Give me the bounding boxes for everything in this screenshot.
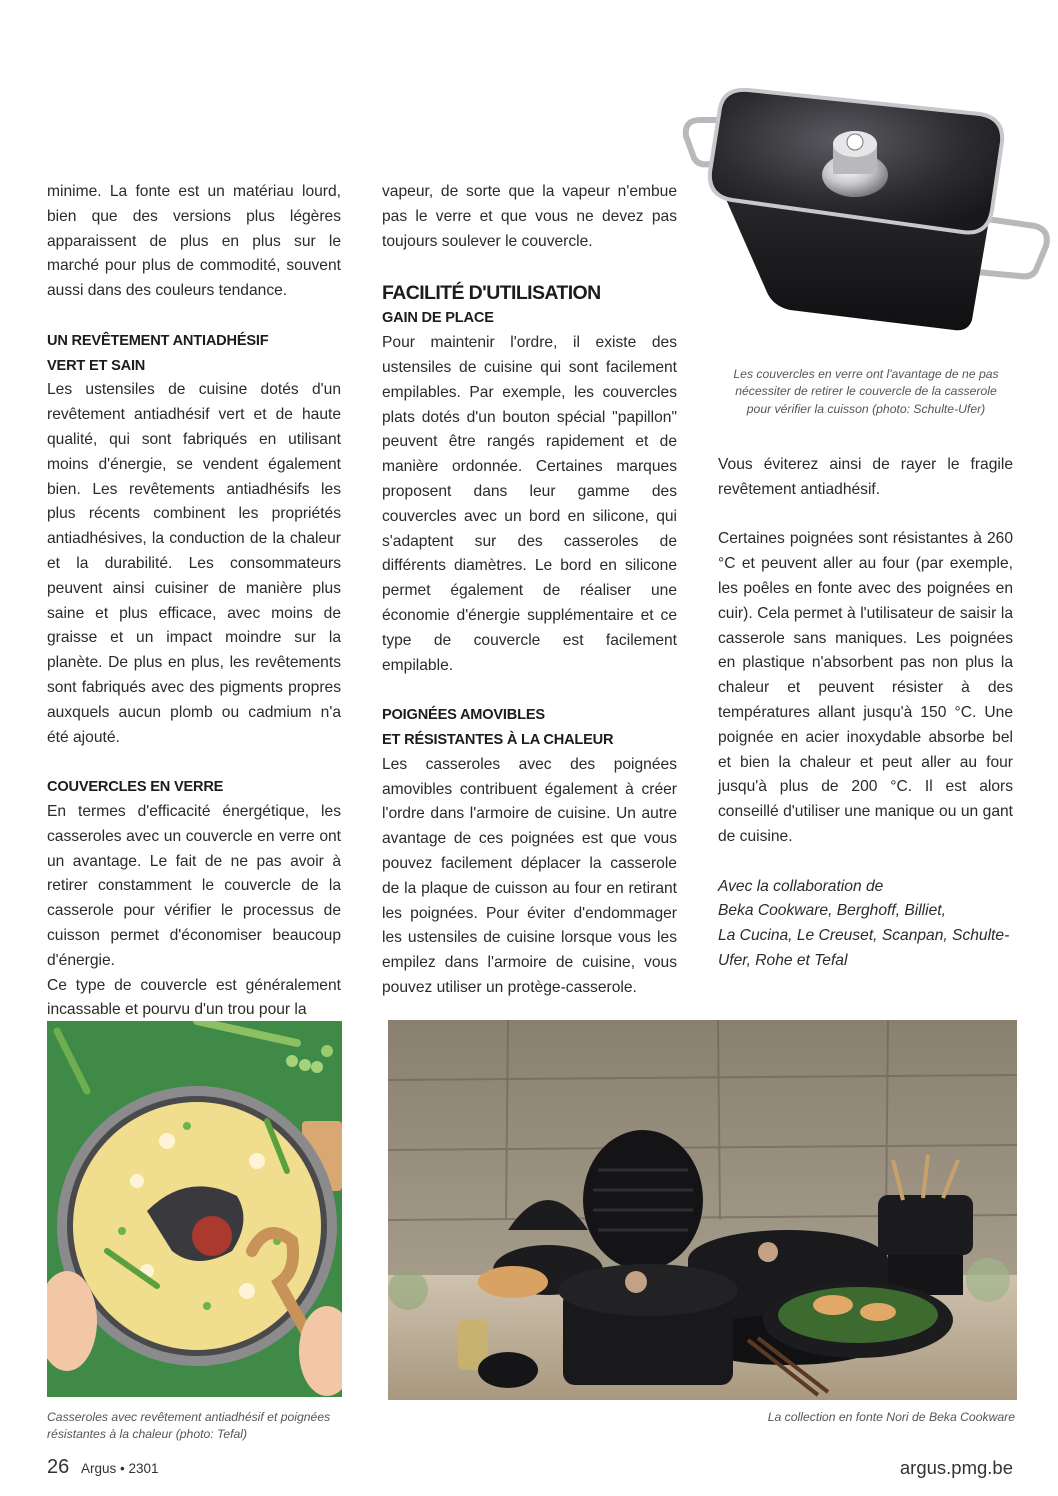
beka-cookware-photo — [388, 1020, 1017, 1400]
text-column-3 — [718, 453, 1013, 974]
caption-bottom-right: La collection en fonte Nori de Beka Cookware — [767, 1410, 1015, 1424]
credits-line: Beka Cookware, Berghoff, Billiet, — [718, 902, 946, 920]
section-heading: GAIN DE PLACE — [382, 310, 494, 327]
text-column-2 — [382, 180, 677, 1001]
section-heading: UN REVÊTEMENT ANTIADHÉSIF — [47, 332, 269, 349]
tefal-pan-photo — [47, 1021, 342, 1397]
paragraph: Les ustensiles de cuisine dotés d'un revêtement antiadhésif vert et de haute qualité, qui sont fabriqués en utilisant moins d'énergie, se vendent également bien. Les revêtements antiadhésifs les plus récents combinent les propriétés antiadhésives, la conduction de la chaleur et la durabilité. Les consommateurs peuvent ainsi cuisiner de manière plus saine et plus efficace, avec moins de graisse et un impact moindre sur la planète. De plus en plus, les revêtements sont fabriqués avec des pigments propres auxquels aucun plomb ou cadmium n'a été ajouté. — [47, 381, 341, 746]
paragraph: Pour maintenir l'ordre, il existe des ustensiles de cuisine qui sont facilement empilables. Par exemple, les couvercles plats dotés d'un bouton spécial "papillon" peuvent être rangés rapidement et de manière ordonnée. Certaines marques proposent dans leur gamme des couvercles avec un bord en silicone, qui s'adaptent sur des casseroles de différents diamètres. Le bord en silicone permet également de réaliser une économie d'énergie supplémentaire et ce type de couvercle est facilement empilable. — [382, 334, 677, 674]
credits-line: La Cucina, Le Creuset, Scanpan, Schulte- — [718, 927, 1010, 945]
paragraph: Les casseroles avec des poignées amovibles contribuent également à créer l'ordre dans l'armoire de cuisine. Un autre avantage de ces poignées est que vous pouvez facilement déplacer la casserole de la plaque de cuisson au four en retirant les poignées. Pour éviter d'endommager les ustensiles de cuisine lorsque vous les empilez dans l'armoire de cuisine, vous pouvez utiliser un protège-casserole. — [382, 755, 677, 996]
section-title: FACILITÉ D'UTILISATION — [382, 282, 601, 305]
section-heading: COUVERCLES EN VERRE — [47, 779, 224, 796]
caption-top-right: Les couvercles en verre ont l'avantage de ne pas nécessiter de retirer le couvercle de la casserole pour vérifier la cuisson (photo: Schulte-Ufer) — [733, 367, 999, 416]
section-heading: POIGNÉES AMOVIBLES — [382, 707, 545, 724]
magazine-issue: Argus • 2301 — [81, 1461, 159, 1476]
paragraph: minime. La fonte est un matériau lourd, bien que des versions plus légères apparaissent de plus en plus sur le marché pour plus de commodité, souvent aussi dans des couleurs tendance. — [47, 183, 341, 300]
paragraph: Ce type de couvercle est généralement incassable et pourvu d'un trou pour la — [47, 976, 341, 1019]
paragraph: Certaines poignées sont résistantes à 260 °C et peuvent aller au four (par exemple, les poêles en fonte avec des poignées en cuir). Cela permet à l'utilisateur de saisir la casserole sans maniques. Les poignées en plastique n'absorbent pas non plus la chaleur et peuvent résister à des températures allant jusqu'à 150 °C. Une poignée en acier inoxydable absorbe bel et bien la chaleur et peut aller au four jusqu'à plus de 200 °C. Il est alors conseillé d'utiliser une manique ou un gant de cuisine. — [718, 530, 1013, 845]
paragraph: vapeur, de sorte que la vapeur n'embue pas le verre et que vous ne devez pas toujours soulever le couvercle. — [382, 183, 677, 250]
credits-intro: Avec la collaboration de — [718, 877, 884, 895]
caption-bottom-left: Casseroles avec revêtement antiadhésif et poignées résistantes à la chaleur (photo: Tefal) — [47, 1410, 331, 1442]
text-column-1 — [47, 180, 341, 1023]
page-number: 26 — [47, 1456, 70, 1478]
glass-lid-pan-photo — [680, 80, 1055, 360]
paragraph: En termes d'efficacité énergétique, les casseroles avec un couvercle en verre ont un avantage. Le fait de ne pas avoir à retirer constamment le couvercle de la casserole pour vérifier le processus de cuisson permet d'économiser beaucoup d'énergie. — [47, 802, 341, 969]
section-heading: ET RÉSISTANTES À LA CHALEUR — [382, 731, 614, 748]
paragraph: Vous éviterez ainsi de rayer le fragile revêtement antiadhésif. — [718, 456, 1013, 498]
credits-line: Ufer, Rohe et Tefal — [718, 951, 848, 969]
website-link[interactable]: argus.pmg.be — [899, 1457, 1013, 1478]
section-heading: VERT ET SAIN — [47, 357, 146, 374]
